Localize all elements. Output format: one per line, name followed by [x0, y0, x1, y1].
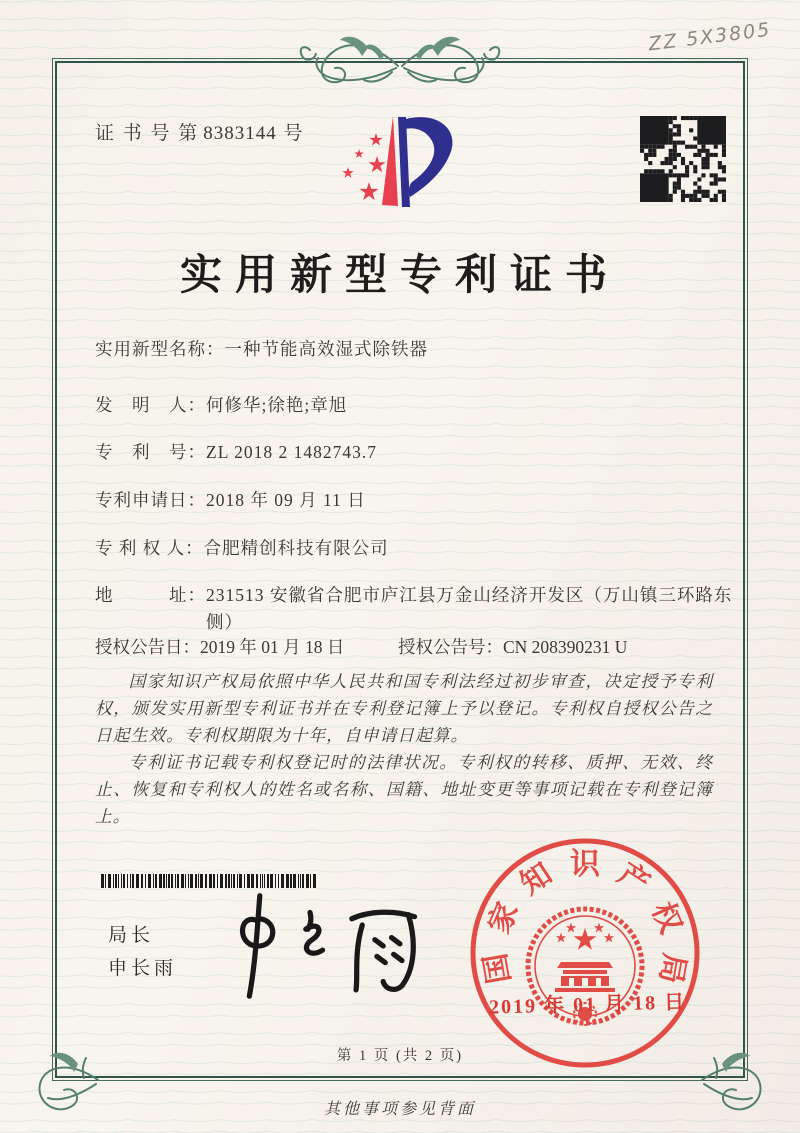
field-patentee	[95, 535, 389, 562]
logo-p-stem	[398, 117, 410, 207]
legal-body-text	[95, 668, 713, 830]
certificate-number-suffix: 号	[283, 123, 305, 144]
certificate-number: 8383144	[203, 123, 277, 144]
logo-p-bowl	[405, 117, 452, 197]
body-paragraph-2: 专利证书记载专利权登记时的法律状况。专利权的转移、质押、无效、终止、恢复和专利权人的姓名或名称、国籍、地址变更等事项记载在专利登记簿上。	[95, 753, 713, 826]
field-value: 合肥精创科技有限公司	[203, 538, 389, 558]
field-value: 一种节能高效湿式除铁器	[224, 339, 428, 359]
field-label: 实用新型名称：	[95, 339, 225, 359]
field-utility-model-name	[95, 336, 428, 363]
barcode	[101, 874, 319, 888]
seal-date: 2019 年 01 月 18 日	[488, 991, 687, 1019]
field-value: 何修华;徐艳;章旭	[206, 395, 348, 415]
certificate-number-line	[95, 118, 305, 145]
svg-text:局: 局	[653, 950, 692, 987]
svg-text:识: 识	[570, 848, 600, 881]
grant-number-label: 授权公告号：	[398, 637, 503, 657]
svg-text:知: 知	[514, 857, 558, 902]
commissioner-title: 局长	[108, 925, 155, 946]
cnipa-logo	[332, 110, 482, 228]
field-label: 专利申请日：	[95, 490, 206, 510]
commissioner-name: 申长雨	[108, 958, 178, 979]
field-label: 地 址：	[95, 585, 206, 605]
grant-date-label: 授权公告日：	[95, 637, 200, 657]
field-value: ZL 2018 2 1482743.7	[206, 442, 377, 462]
logo-red-wedge	[382, 116, 398, 206]
svg-text:产: 产	[612, 857, 656, 902]
handwritten-pencil-note: ZZ 5X3805	[647, 18, 773, 56]
field-address	[95, 582, 744, 636]
border-ornament-top	[280, 26, 520, 98]
page-number: 第 1 页 (共 2 页)	[336, 1048, 464, 1064]
svg-text:权: 权	[645, 897, 688, 939]
svg-text:国: 国	[478, 950, 517, 987]
grant-number-value: CN 208390231 U	[503, 637, 628, 657]
certificate-number-label: 证 书 号 第	[95, 123, 200, 144]
certificate-title: 实用新型专利证书	[179, 253, 620, 299]
field-filing-date	[95, 487, 366, 514]
field-inventors	[95, 392, 347, 419]
svg-text:家: 家	[482, 897, 525, 939]
field-label: 专 利 权 人：	[95, 538, 204, 558]
back-side-note: 其他事项参见背面	[323, 1101, 476, 1118]
grant-announcement-row	[95, 634, 735, 659]
field-patent-number	[95, 439, 377, 466]
field-value: 2018 年 09 月 11 日	[206, 490, 366, 510]
field-label: 专 利 号：	[95, 442, 206, 462]
grant-date-value: 2019 年 01 月 18 日	[200, 637, 345, 657]
body-paragraph-1: 国家知识产权局依照中华人民共和国专利法经过初步审查，决定授予专利权，颁发实用新型专利证书并在专利登记簿上予以登记。专利权自授权公告之日起生效。专利权期限为十年，自申请日起算。	[95, 672, 713, 745]
signature-handwriting	[218, 888, 448, 1006]
official-seal	[460, 828, 710, 1078]
logo-stars	[342, 133, 385, 200]
field-label: 发 明 人：	[95, 395, 206, 415]
field-value: 231513 安徽省合肥市庐江县万金山经济开发区（万山镇三环路东侧）	[206, 585, 733, 633]
qr-code	[640, 116, 726, 202]
